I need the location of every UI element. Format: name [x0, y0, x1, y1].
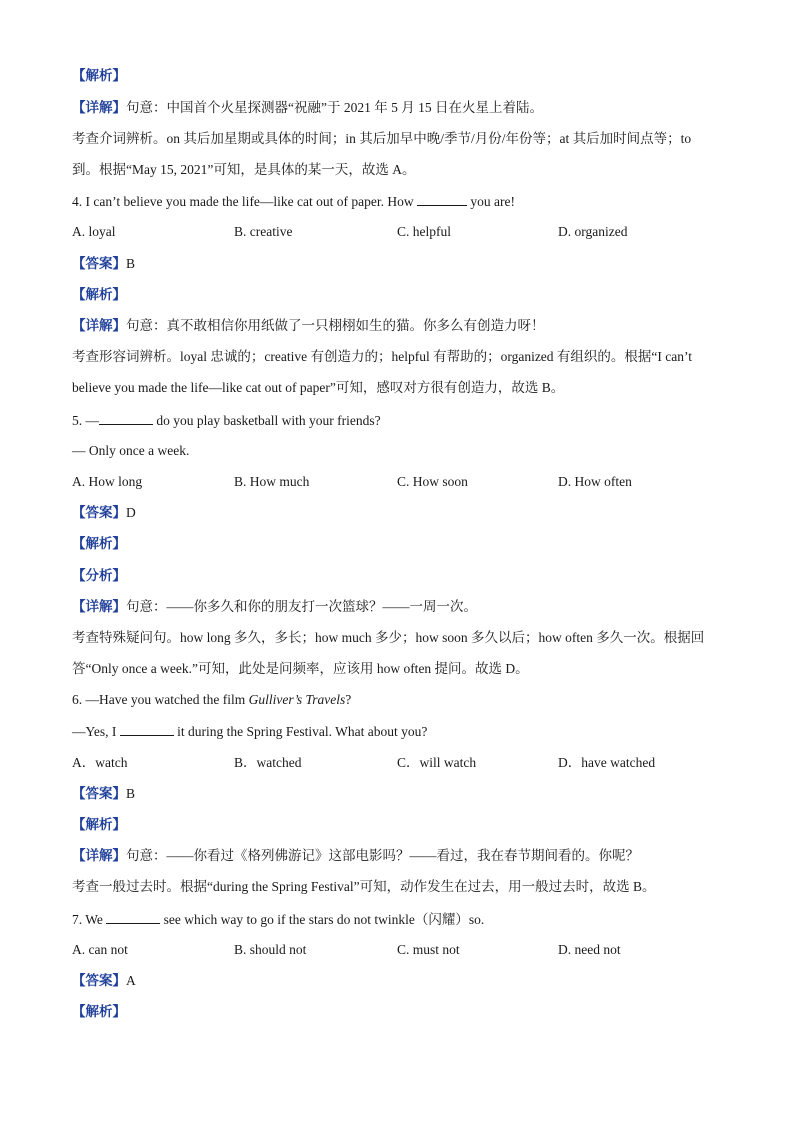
answer-value: B [126, 256, 136, 271]
detail-tag: 【详解】 [72, 848, 126, 863]
option-d: D．have watched [558, 755, 656, 770]
question-text: 7. We [72, 912, 103, 927]
analysis-text-line: 考查介词辨析。on 其后加星期或具体的时间；in 其后加早中晚/季节/月份/年份等；at 其后加时间点等；to [72, 131, 692, 146]
answer-line [72, 255, 724, 273]
question-text: it during the Spring Festival. What about you? [177, 724, 428, 739]
analysis-header [72, 286, 724, 304]
answer-tag: 【答案】 [72, 786, 126, 801]
detail-line [72, 99, 724, 117]
question-4-options [72, 223, 732, 241]
fenxi-tag: 【分析】 [72, 568, 126, 583]
question-5-stem [72, 411, 724, 430]
question-text: do you play basketball with your friends? [156, 413, 381, 428]
option-a: A. loyal [72, 224, 116, 239]
question-6-reply [72, 722, 724, 741]
analysis-text-line: 到。根据“May 15, 2021”可知，是具体的某一天，故选 A。 [72, 162, 416, 177]
question-6-options [72, 754, 732, 772]
answer-value: D [126, 505, 136, 520]
question-text: 4. I can’t believe you made the life—like cat out of paper. How [72, 194, 414, 209]
question-text: see which way to go if the stars do not twinkle（闪耀）so. [163, 912, 485, 927]
option-a: A. How long [72, 474, 143, 489]
analysis-header [72, 535, 724, 553]
answer-value: B [126, 786, 136, 801]
option-c: C．will watch [397, 755, 477, 770]
analysis-text-line: believe you made the life—like cat out of paper”可知，感叹对方很有创造力，故选 B。 [72, 380, 565, 395]
option-c: C. must not [397, 942, 460, 957]
question-text: you are! [470, 194, 515, 209]
answer-blank [99, 411, 153, 425]
option-d: D. How often [558, 474, 632, 489]
question-text: 6. —Have you watched the film [72, 692, 246, 707]
question-7-options [72, 941, 732, 959]
option-c: C. How soon [397, 474, 468, 489]
option-d: D. organized [558, 224, 628, 239]
detail-text: 句意：真不敢相信你用纸做了一只栩栩如生的猫。你多么有创造力呀！ [126, 318, 545, 333]
detail-text: 句意：——你多久和你的朋友打一次篮球？——一周一次。 [126, 599, 477, 614]
question-6-stem [72, 691, 724, 709]
analysis-tag: 【解析】 [72, 68, 126, 83]
answer-tag: 【答案】 [72, 256, 126, 271]
detail-tag: 【详解】 [72, 599, 126, 614]
detail-line [72, 317, 724, 335]
analysis-text-line: 考查特殊疑问句。how long 多久，多长；how much 多少；how soon 多久以后；how often 多久一次。根据回 [72, 630, 705, 645]
option-a: A．watch [72, 755, 128, 770]
analysis-tag: 【解析】 [72, 1004, 126, 1019]
question-7-stem [72, 910, 724, 929]
analysis-text-line: 考查形容词辨析。loyal 忠诚的；creative 有创造力的；helpful 有帮助的；organized 有组织的。根据“I can’t [72, 349, 693, 364]
fenxi-header [72, 567, 724, 585]
option-c: C. helpful [397, 224, 451, 239]
question-4-stem [72, 192, 724, 211]
analysis-header [72, 816, 724, 834]
option-b: B. How much [234, 474, 310, 489]
answer-line [72, 785, 724, 803]
detail-tag: 【详解】 [72, 318, 126, 333]
detail-line [72, 847, 724, 865]
question-text: —Yes, I [72, 724, 117, 739]
option-a: A. can not [72, 942, 128, 957]
answer-blank [417, 192, 467, 206]
question-5-reply: — Only once a week. [72, 443, 190, 458]
analysis-header [72, 67, 724, 85]
answer-tag: 【答案】 [72, 505, 126, 520]
option-b: B．watched [234, 755, 302, 770]
detail-text: 句意：——你看过《格列佛游记》这部电影吗？——看过，我在春节期间看的。你呢？ [126, 848, 639, 863]
question-text: ? [345, 692, 352, 707]
analysis-tag: 【解析】 [72, 536, 126, 551]
analysis-header [72, 1003, 724, 1021]
analysis-tag: 【解析】 [72, 287, 126, 302]
answer-blank [120, 722, 174, 736]
analysis-text-line: 考查一般过去时。根据“during the Spring Festival”可知，动作发生在过去，用一般过去时，故选 B。 [72, 879, 656, 894]
answer-line [72, 504, 724, 522]
option-b: B. should not [234, 942, 307, 957]
analysis-tag: 【解析】 [72, 817, 126, 832]
answer-blank [106, 910, 160, 924]
detail-line [72, 598, 724, 616]
option-b: B. creative [234, 224, 293, 239]
question-5-options [72, 473, 732, 491]
analysis-text-line: 答“Only once a week.”可知，此处是问频率，应该用 how often 提问。故选 D。 [72, 661, 529, 676]
answer-value: A [126, 973, 136, 988]
answer-tag: 【答案】 [72, 973, 126, 988]
film-title: Gulliver’s Travels [248, 692, 346, 707]
detail-tag: 【详解】 [72, 100, 126, 115]
option-d: D. need not [558, 942, 621, 957]
detail-text: 句意：中国首个火星探测器“祝融”于 2021 年 5 月 15 日在火星上着陆。 [126, 100, 543, 115]
question-text: 5. — [72, 413, 99, 428]
answer-line [72, 972, 724, 990]
